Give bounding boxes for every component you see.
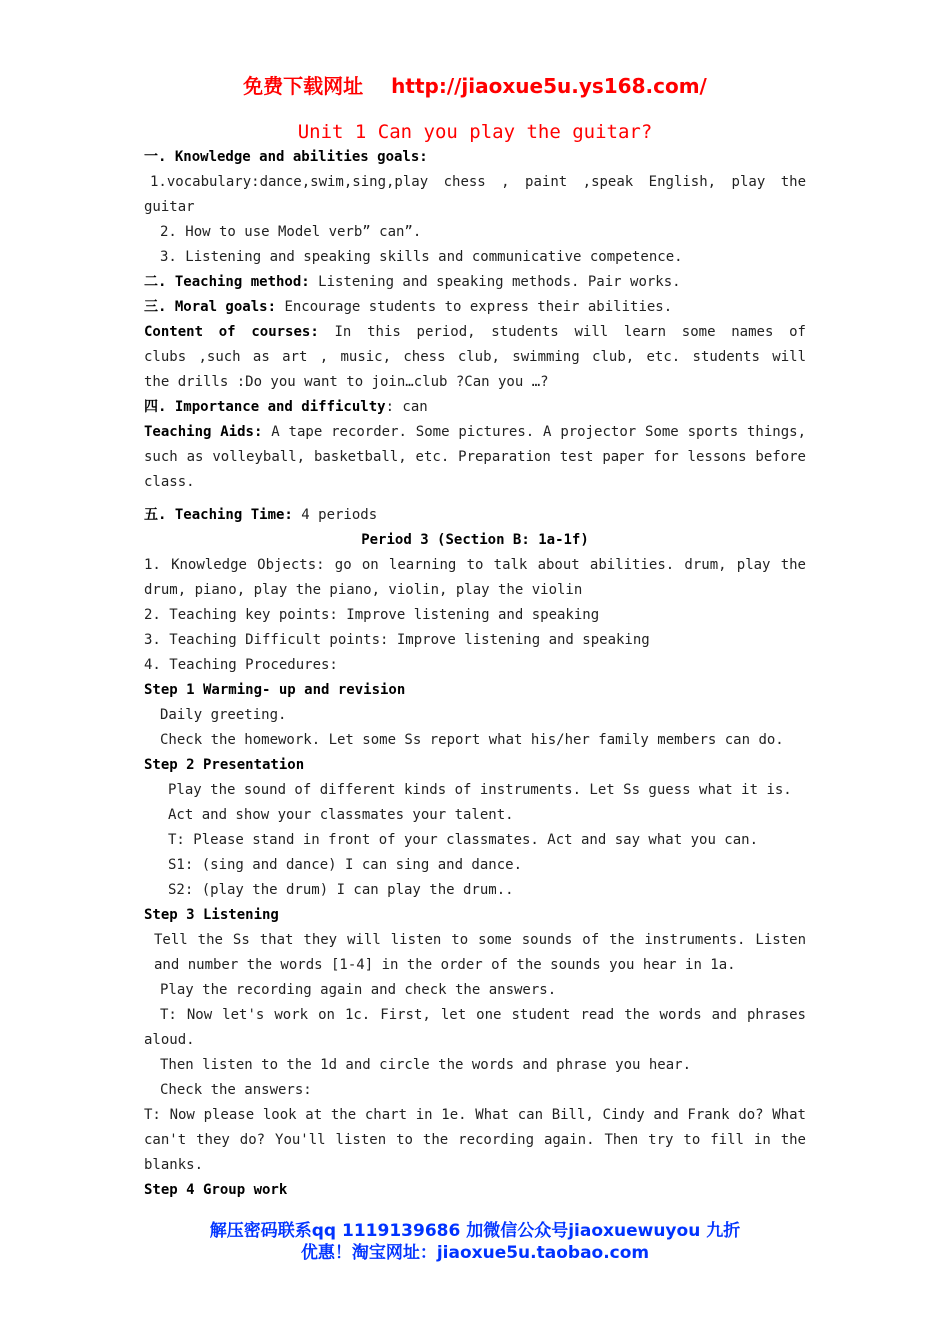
bold-label: Teaching Aids: [144,424,263,440]
header-label: 免费下载网址 [243,74,364,98]
line-text: Then listen to the 1d and circle the words and phrase you hear. [160,1057,692,1073]
text-line [144,753,806,778]
line-text: : can [385,399,428,415]
text-line [144,1103,806,1128]
line-text: clubs ,such as art , music, chess club, swimming club, etc. students will [144,349,806,365]
text-line [144,1178,806,1203]
line-text: 2. How to use Model verb” can”. [160,224,422,240]
line-text: 4. Teaching Procedures: [144,657,338,673]
text-line [144,553,806,578]
text-line [144,395,806,420]
text-line [144,928,806,953]
line-text: 4 periods [292,507,378,523]
text-line [144,270,806,295]
text-line [144,503,806,528]
footer-line-2: 优惠！淘宝网址：jiaoxue5u.taobao.com [300,1243,650,1263]
text-line [144,145,806,170]
line-text: Play the recording again and check the answers. [160,982,557,998]
line-text: such as volleyball, basketball, etc. Preparation test paper for lessons before [144,449,806,465]
line-text: Tell the Ss that they will listen to some sounds of the instruments. Listen [154,932,806,948]
text-line [144,1128,806,1153]
bold-label: Content of courses: [144,324,319,340]
line-text: T: Now please look at the chart in 1e. What can Bill, Cindy and Frank do? What [144,1107,806,1123]
line-text: S2: (play the drum) I can play the drum.. [168,882,514,898]
text-line [144,903,806,928]
line-text: Daily greeting. [160,707,287,723]
text-line [144,828,806,853]
text-line [144,170,806,195]
line-text: Step 1 Warming- up and revision [144,682,406,698]
line-text: Check the answers: [160,1082,312,1098]
line-text: 3. Listening and speaking skills and communicative competence. [160,249,683,265]
document-body [144,145,806,1203]
text-line [144,528,806,553]
text-line [144,778,806,803]
line-text: the drills :Do you want to join…club ?Can you …? [144,374,549,390]
line-text: 3. Teaching Difficult points: Improve listening and speaking [144,632,650,648]
text-line [144,728,806,753]
text-line [144,220,806,245]
text-line [144,420,806,445]
promo-footer [0,1220,950,1264]
text-line [144,1153,806,1178]
text-line [144,370,806,395]
text-line [144,195,806,220]
text-line [144,295,806,320]
line-text: Check the homework. Let some Ss report what his/her family members can do. [160,732,784,748]
text-line [144,628,806,653]
text-line [144,878,806,903]
text-line [144,1053,806,1078]
line-text: Step 4 Group work [144,1182,288,1198]
line-text: drum, piano, play the piano, violin, play the violin [144,582,583,598]
header-url-link[interactable]: http://jiaoxue5u.ys168.com/ [391,74,707,98]
line-text: Listening and speaking methods. Pair works. [309,274,681,290]
text-line [144,320,806,345]
text-line [144,803,806,828]
text-line [144,853,806,878]
line-text: 一. Knowledge and abilities goals: [144,149,428,165]
line-text: blanks. [144,1157,204,1173]
line-text: can't they do? You'll listen to the recording again. Then try to fill in the [144,1132,806,1148]
line-text: Act and show your classmates your talent. [168,807,514,823]
line-text: In this period, students will learn some names of [318,324,806,340]
line-text: Step 2 Presentation [144,757,305,773]
line-text: Encourage students to express their abilities. [276,299,673,315]
text-line [144,1003,806,1028]
document-title: Unit 1 Can you play the guitar? [297,121,653,143]
footer-line-1: 解压密码联系qq 1119139686 加微信公众号jiaoxuewuyou 九折 [209,1221,741,1241]
line-text: T: Now let's work on 1c. First, let one student read the words and phrases [160,1007,806,1023]
text-line [144,1028,806,1053]
text-line [144,578,806,603]
line-text: Play the sound of different kinds of instruments. Let Ss guess what it is. [168,782,792,798]
text-line [144,953,806,978]
bold-label: 四. Importance and difficulty [144,399,386,415]
bold-label: 三. Moral goals: [144,299,277,315]
line-text: class. [144,474,195,490]
line-text: Step 3 Listening [144,907,279,923]
text-line [144,495,806,503]
line-text: 1.vocabulary:dance,swim,sing,play chess , paint ,speak English, play the [150,174,806,190]
text-line [144,703,806,728]
line-text: A tape recorder. Some pictures. A projector Some sports things, [262,424,806,440]
text-line [144,470,806,495]
text-line [144,678,806,703]
line-text: T: Please stand in front of your classmates. Act and say what you can. [168,832,759,848]
text-line [144,978,806,1003]
line-text: S1: (sing and dance) I can sing and dance. [168,857,523,873]
line-text: Period 3 (Section B: 1a-1f) [361,532,589,548]
text-line [144,653,806,678]
line-text: 1. Knowledge Objects: go on learning to talk about abilities. drum, play the [144,557,806,573]
download-header [0,70,950,99]
text-line [144,245,806,270]
text-line [144,603,806,628]
text-line [144,1078,806,1103]
line-text: aloud. [144,1032,195,1048]
text-line [144,445,806,470]
text-line [144,345,806,370]
line-text: guitar [144,199,195,215]
bold-label: 五. Teaching Time: [144,507,293,523]
line-text: and number the words [1-4] in the order of the sounds you hear in 1a. [154,957,736,973]
bold-label: 二. Teaching method: [144,274,310,290]
line-text: 2. Teaching key points: Improve listening and speaking [144,607,600,623]
